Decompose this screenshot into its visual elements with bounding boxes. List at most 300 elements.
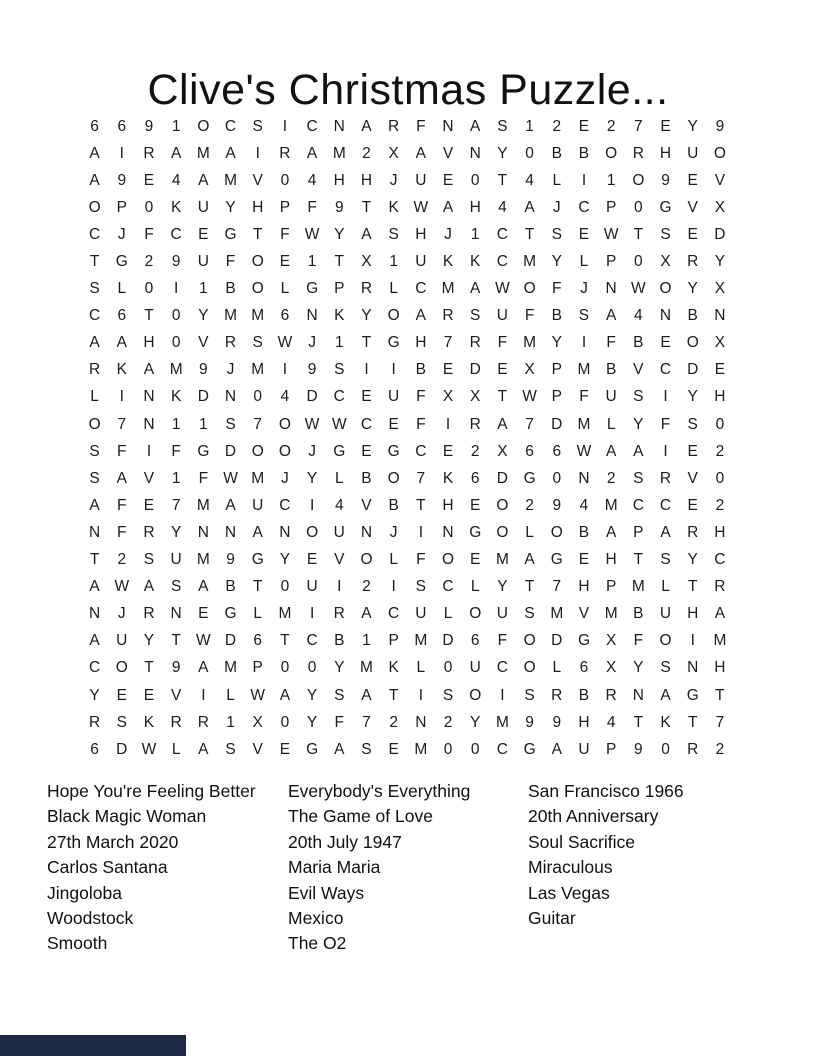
grid-cell: I [391, 361, 396, 379]
word-list-item: Hope You're Feeling Better [47, 781, 256, 801]
grid-cell: E [470, 496, 481, 514]
grid-cell: E [388, 415, 399, 433]
grid-cell: A [116, 469, 127, 487]
grid-cell: J [281, 469, 289, 487]
grid-cell: V [687, 469, 698, 487]
grid-cell: W [413, 198, 429, 216]
grid-cell: W [603, 225, 619, 243]
grid-cell: N [170, 605, 182, 623]
grid-cell: I [201, 686, 206, 704]
grid-cell: M [196, 551, 210, 569]
grid-cell: 0 [280, 713, 290, 731]
grid-cell: T [715, 686, 725, 704]
grid-cell: B [633, 605, 644, 623]
grid-cell: Y [198, 307, 209, 325]
grid-cell: Y [89, 686, 100, 704]
grid-cell: X [388, 144, 399, 162]
grid-cell: J [580, 280, 588, 298]
word-list-item: 20th July 1947 [288, 831, 402, 852]
grid-cell: L [389, 551, 398, 569]
grid-cell: M [523, 253, 537, 271]
grid-cell: S [415, 578, 427, 596]
grid-cell: C [88, 225, 101, 243]
grid-cell: P [633, 523, 644, 541]
grid-cell: O [278, 415, 291, 433]
grid-cell: I [445, 415, 451, 433]
grid-cell: C [496, 225, 508, 243]
grid-cell: P [551, 361, 562, 379]
grid-cell: N [687, 659, 699, 677]
grid-cell: 2 [443, 713, 453, 731]
grid-cell: A [198, 171, 209, 189]
grid-cell: B [551, 307, 562, 325]
grid-cell: F [552, 280, 562, 298]
grid-cell: O [387, 469, 400, 487]
grid-cell: D [714, 225, 726, 243]
grid-cell: I [418, 523, 423, 541]
grid-cell: A [605, 523, 617, 541]
word-list-item: Woodstock [47, 908, 134, 929]
grid-cell: O [550, 523, 563, 541]
grid-cell: O [605, 144, 618, 162]
word-list-item: Jingoloba [47, 882, 122, 903]
grid-cell: H [469, 198, 481, 216]
grid-cell: S [497, 117, 508, 135]
grid-cell: 2 [525, 496, 534, 514]
grid-cell: W [576, 442, 592, 460]
grid-cell: C [496, 253, 508, 271]
grid-cell: I [174, 280, 179, 298]
grid-cell: O [251, 442, 264, 460]
grid-cell: T [416, 496, 426, 514]
grid-cell: N [659, 307, 672, 325]
grid-cell: 0 [144, 280, 154, 298]
grid-cell: G [550, 551, 563, 569]
grid-cell: P [116, 198, 127, 216]
grid-cell: E [687, 442, 698, 460]
grid-cell: 9 [171, 253, 181, 271]
grid-cell: 2 [715, 496, 725, 514]
grid-cell: 1 [470, 225, 480, 243]
grid-cell: V [714, 171, 726, 189]
word-column-3 [528, 779, 684, 931]
grid-cell: H [415, 225, 427, 243]
grid-cell: O [360, 551, 373, 569]
grid-cell: D [116, 740, 128, 758]
word-list-item: 20th Anniversary [528, 806, 659, 827]
grid-cell: 0 [307, 659, 317, 677]
grid-cell: 1 [199, 280, 208, 298]
grid-cell: L [416, 659, 426, 677]
grid-cell: B [605, 361, 617, 379]
grid-cell: P [605, 253, 617, 271]
grid-cell: W [196, 632, 211, 650]
grid-cell: I [663, 388, 668, 406]
grid-cell: X [660, 253, 671, 271]
grid-cell: N [224, 388, 237, 406]
grid-cell: D [224, 442, 237, 460]
grid-cell: I [581, 334, 587, 352]
grid-cell: N [197, 523, 209, 541]
grid-cell: 7 [525, 415, 534, 433]
grid-cell: B [578, 686, 590, 704]
grid-cell: A [252, 523, 263, 541]
grid-cell: M [523, 334, 537, 352]
grid-cell: D [551, 415, 563, 433]
grid-cell: 7 [416, 469, 426, 487]
grid-cell: A [470, 280, 481, 298]
grid-cell: E [198, 225, 209, 243]
grid-cell: A [714, 605, 726, 623]
grid-cell: A [306, 144, 318, 162]
grid-cell: N [143, 415, 155, 433]
grid-cell: 0 [171, 334, 181, 352]
grid-cell: R [469, 415, 481, 433]
grid-cell: L [117, 280, 127, 298]
grid-cell: 2 [470, 442, 480, 460]
grid-cell: U [252, 496, 264, 514]
grid-cell: G [659, 198, 672, 216]
grid-cell: 6 [117, 117, 127, 135]
grid-cell: B [551, 144, 562, 162]
grid-cell: T [89, 551, 100, 569]
grid-cell: 0 [470, 740, 480, 758]
grid-cell: Y [687, 551, 698, 569]
grid-cell: T [524, 225, 535, 243]
grid-cell: R [143, 605, 155, 623]
grid-cell: 1 [226, 713, 235, 731]
grid-cell: E [578, 551, 590, 569]
grid-cell: F [225, 253, 236, 271]
grid-cell: R [551, 686, 563, 704]
grid-cell: C [88, 659, 101, 677]
grid-cell: S [470, 307, 481, 325]
grid-cell: 4 [634, 307, 643, 325]
grid-cell: T [361, 334, 372, 352]
grid-cell: G [523, 740, 536, 758]
grid-cell: R [170, 713, 182, 731]
grid-cell: E [687, 225, 698, 243]
grid-cell: G [469, 523, 482, 541]
grid-cell: 1 [199, 415, 208, 433]
grid-cell: F [171, 442, 181, 460]
grid-cell: M [224, 659, 237, 677]
grid-cell: K [470, 253, 481, 271]
grid-cell: 9 [171, 659, 181, 677]
grid-cell: M [414, 740, 428, 758]
grid-cell: H [578, 578, 590, 596]
word-list-item: Mexico [288, 908, 344, 929]
grid-cell: M [251, 307, 265, 325]
grid-cell: H [714, 523, 726, 541]
grid-cell: S [89, 442, 100, 460]
grid-cell: C [496, 659, 508, 677]
grid-cell: 4 [525, 171, 534, 189]
grid-cell: M [196, 496, 210, 514]
grid-cell: L [253, 605, 263, 623]
grid-cell: V [361, 496, 372, 514]
grid-cell: E [442, 171, 454, 189]
grid-cell: A [170, 144, 182, 162]
word-list-item: The Game of Love [288, 806, 433, 827]
grid-cell: L [606, 415, 616, 433]
grid-cell: C [360, 415, 373, 433]
grid-cell: Y [633, 415, 644, 433]
grid-cell: F [633, 632, 644, 650]
grid-cell: 4 [171, 171, 181, 189]
grid-cell: A [660, 523, 671, 541]
grid-cell: 2 [552, 117, 562, 135]
grid-cell: E [578, 225, 590, 243]
grid-cell: U [306, 578, 318, 596]
grid-cell: 0 [661, 740, 670, 758]
grid-cell: U [415, 171, 427, 189]
grid-cell: Y [143, 632, 155, 650]
grid-cell: F [117, 523, 127, 541]
grid-cell: R [197, 713, 209, 731]
word-list-item: Maria Maria [288, 857, 381, 878]
puzzle-grid [81, 113, 734, 763]
grid-cell: U [333, 523, 345, 541]
grid-cell: I [309, 496, 315, 514]
grid-cell: 0 [715, 469, 725, 487]
grid-cell: 9 [715, 117, 725, 135]
grid-cell: E [279, 740, 291, 758]
grid-cell: U [605, 388, 617, 406]
word-list-item: Soul Sacrifice [528, 831, 635, 852]
grid-cell: S [89, 280, 100, 298]
grid-cell: T [361, 198, 372, 216]
grid-cell: 9 [552, 496, 562, 514]
grid-cell: T [334, 253, 345, 271]
grid-cell: E [143, 171, 155, 189]
grid-cell: X [361, 253, 372, 271]
grid-cell: A [334, 740, 345, 758]
grid-cell: A [415, 144, 427, 162]
grid-cell: P [551, 388, 562, 406]
grid-cell: F [280, 225, 290, 243]
grid-cell: G [197, 442, 210, 460]
grid-cell: G [224, 225, 237, 243]
grid-cell: K [388, 198, 399, 216]
grid-cell: 2 [362, 578, 371, 596]
grid-cell: 1 [171, 415, 181, 433]
grid-cell: 4 [579, 496, 589, 514]
word-list-item: Evil Ways [288, 882, 365, 903]
grid-cell: P [252, 659, 263, 677]
grid-cell: A [143, 361, 155, 379]
grid-cell: E [442, 361, 454, 379]
grid-cell: C [333, 388, 345, 406]
grid-cell: X [714, 334, 726, 352]
grid-cell: F [117, 496, 127, 514]
grid-cell: A [89, 334, 100, 352]
grid-cell: K [660, 713, 671, 731]
grid-cell: R [687, 523, 699, 541]
grid-cell: T [144, 659, 154, 677]
grid-cell: U [388, 388, 400, 406]
grid-cell: Y [170, 523, 182, 541]
grid-cell: S [334, 686, 345, 704]
grid-cell: X [605, 659, 617, 677]
grid-cell: J [389, 171, 398, 189]
grid-cell: B [334, 632, 345, 650]
grid-cell: A [605, 442, 617, 460]
grid-cell: O [197, 117, 210, 135]
grid-cell: Y [497, 144, 508, 162]
grid-cell: 0 [634, 198, 643, 216]
grid-cell: 0 [253, 388, 263, 406]
grid-cell: C [306, 117, 318, 135]
grid-cell: N [415, 713, 427, 731]
grid-cell: R [605, 686, 617, 704]
grid-cell: W [304, 415, 320, 433]
grid-cell: 1 [389, 253, 398, 271]
grid-cell: T [633, 551, 644, 569]
grid-cell: T [388, 686, 399, 704]
grid-cell: G [577, 632, 590, 650]
grid-cell: O [713, 144, 726, 162]
grid-cell: B [225, 578, 236, 596]
grid-cell: M [196, 144, 210, 162]
grid-cell: O [251, 280, 264, 298]
grid-cell: A [89, 578, 100, 596]
grid-cell: E [361, 442, 372, 460]
grid-cell: 1 [307, 253, 317, 271]
grid-cell: Y [279, 551, 291, 569]
grid-cell: K [170, 198, 182, 216]
grid-cell: X [442, 388, 454, 406]
grid-cell: H [687, 605, 699, 623]
grid-cell: M [495, 551, 509, 569]
grid-cell: 6 [90, 740, 99, 758]
grid-cell: M [224, 171, 237, 189]
grid-cell: I [282, 117, 288, 135]
grid-cell: O [88, 415, 101, 433]
grid-cell: A [442, 198, 454, 216]
grid-cell: I [309, 605, 315, 623]
word-list-item: 27th March 2020 [47, 831, 179, 852]
grid-cell: E [279, 253, 291, 271]
word-column-1 [47, 779, 256, 957]
grid-cell: O [659, 632, 672, 650]
grid-cell: 9 [661, 171, 670, 189]
grid-cell: I [690, 632, 695, 650]
grid-cell: R [279, 144, 291, 162]
grid-cell: U [687, 144, 699, 162]
grid-cell: H [143, 334, 155, 352]
grid-cell: 0 [171, 307, 181, 325]
grid-cell: W [304, 225, 320, 243]
grid-cell: N [143, 388, 155, 406]
grid-cell: C [306, 632, 318, 650]
grid-cell: M [332, 144, 346, 162]
grid-cell: T [252, 578, 263, 596]
word-list-item: Guitar [528, 908, 576, 929]
grid-cell: 4 [334, 496, 344, 514]
grid-cell: Y [497, 578, 508, 596]
grid-cell: K [388, 659, 399, 677]
grid-cell: I [418, 686, 423, 704]
grid-cell: B [578, 144, 590, 162]
grid-cell: W [250, 686, 266, 704]
grid-cell: S [660, 551, 671, 569]
grid-cell: Y [225, 198, 236, 216]
grid-cell: J [226, 361, 235, 379]
grid-cell: B [361, 469, 372, 487]
grid-cell: C [170, 225, 182, 243]
footer-bar [0, 1035, 186, 1056]
grid-cell: V [687, 198, 698, 216]
grid-cell: L [334, 469, 344, 487]
grid-cell: F [497, 334, 508, 352]
grid-cell: 7 [171, 496, 181, 514]
grid-cell: J [117, 605, 126, 623]
grid-cell: F [117, 442, 127, 460]
grid-cell: W [114, 578, 130, 596]
grid-cell: T [171, 632, 181, 650]
grid-cell: E [687, 171, 698, 189]
grid-cell: K [442, 253, 454, 271]
grid-cell: L [661, 578, 670, 596]
grid-cell: 9 [634, 740, 643, 758]
grid-cell: I [255, 144, 260, 162]
grid-cell: O [523, 632, 536, 650]
grid-cell: Y [687, 388, 698, 406]
grid-cell: 0 [443, 740, 453, 758]
grid-cell: 6 [117, 307, 127, 325]
grid-cell: 2 [606, 117, 616, 135]
grid-cell: G [224, 605, 237, 623]
grid-cell: S [687, 415, 698, 433]
grid-cell: M [713, 632, 727, 650]
word-list-item: The O2 [288, 933, 347, 954]
grid-cell: S [524, 605, 535, 623]
grid-cell: T [524, 578, 535, 596]
grid-cell: T [633, 225, 644, 243]
grid-cell: 9 [199, 361, 208, 379]
grid-cell: V [334, 551, 345, 569]
grid-cell: A [89, 632, 100, 650]
grid-cell: M [604, 605, 618, 623]
grid-cell: D [224, 632, 237, 650]
grid-cell: F [334, 713, 345, 731]
grid-cell: N [469, 144, 481, 162]
grid-cell: X [252, 713, 263, 731]
grid-cell: 2 [362, 144, 371, 162]
grid-cell: A [198, 740, 209, 758]
grid-cell: K [116, 361, 127, 379]
grid-cell: X [714, 198, 726, 216]
grid-cell: P [388, 632, 399, 650]
grid-cell: W [522, 388, 537, 406]
grid-cell: 0 [280, 659, 290, 677]
grid-cell: O [496, 523, 509, 541]
grid-cell: O [496, 496, 509, 514]
grid-cell: E [497, 361, 508, 379]
grid-cell: Y [633, 659, 644, 677]
grid-cell: M [577, 361, 591, 379]
grid-cell: I [337, 578, 342, 596]
grid-cell: T [497, 171, 508, 189]
grid-cell: A [361, 686, 372, 704]
grid-cell: T [633, 713, 644, 731]
grid-cell: H [714, 388, 726, 406]
grid-cell: U [415, 605, 427, 623]
grid-cell: C [659, 496, 672, 514]
grid-cell: H [360, 171, 373, 189]
grid-cell: 6 [253, 632, 263, 650]
